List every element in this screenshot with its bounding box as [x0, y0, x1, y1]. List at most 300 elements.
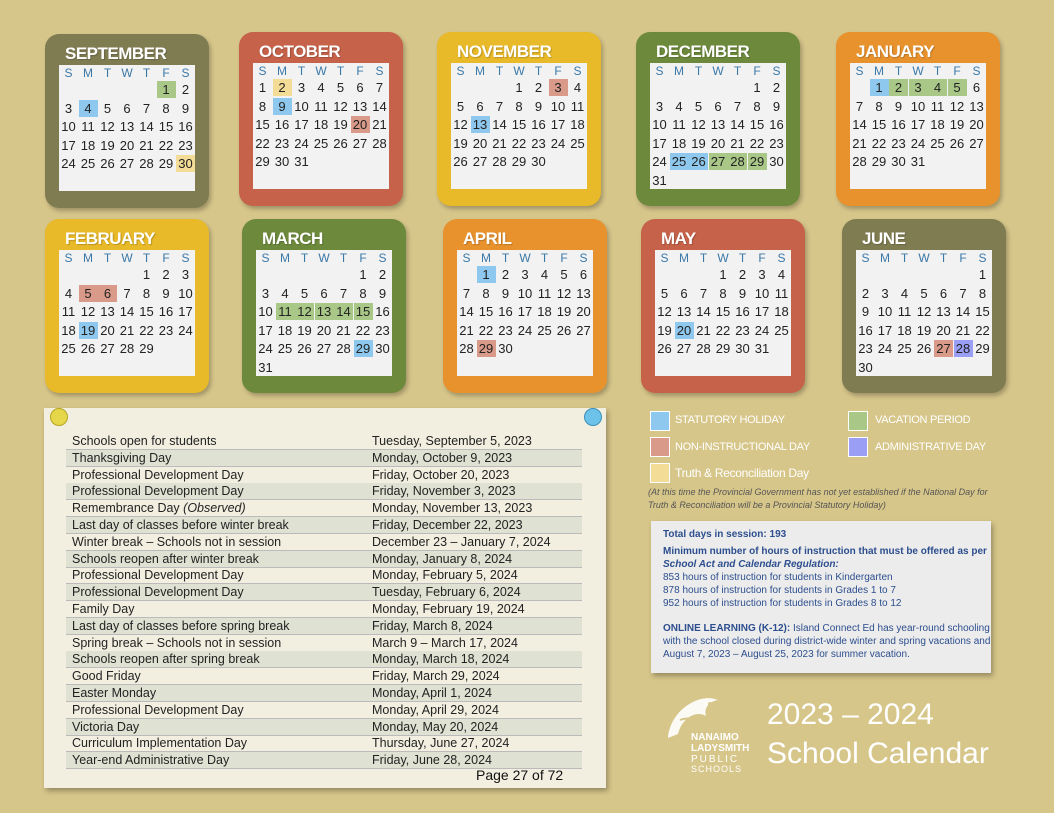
day-cell: 13: [710, 117, 726, 133]
day-cell: 25: [61, 341, 76, 357]
day-cell: 11: [897, 304, 912, 320]
day-cell: 2: [889, 79, 908, 96]
event-name: Professional Development Day: [72, 702, 244, 717]
day-cell: 10: [550, 98, 566, 114]
event-name: Professional Development Day: [72, 568, 244, 583]
grades-8-12-hours: 952 hours of instruction for students in Grades 8 to 12: [663, 598, 902, 609]
event-date: Friday, November 3, 2023: [372, 484, 516, 499]
day-cell: 14: [119, 304, 135, 320]
legend-label-reconciliation: Truth & Reconciliation Day: [675, 466, 809, 480]
day-cell: 8: [875, 98, 883, 114]
day-cell: 9: [181, 100, 190, 116]
day-cell: 22: [975, 322, 990, 338]
day-cell: 1: [258, 80, 267, 95]
day-cell: 7: [855, 98, 864, 114]
event-row: [66, 635, 582, 652]
day-cell: 14: [492, 117, 507, 133]
day-cell: 6: [98, 285, 117, 302]
day-cell: 15: [158, 119, 174, 135]
day-cell: 26: [453, 154, 468, 170]
month-name: OCTOBER: [259, 42, 341, 61]
event-name: Winter break – Schools not in session: [72, 534, 282, 549]
day-cell: 24: [178, 322, 193, 338]
day-cell: 10: [178, 285, 193, 301]
day-cell: 18: [537, 304, 552, 320]
day-cell: 20: [119, 137, 135, 153]
day-cell: 5: [560, 267, 568, 282]
day-cell: 7: [699, 285, 708, 301]
event-date: Friday, March 29, 2024: [372, 669, 500, 684]
day-cell: 8: [515, 98, 523, 114]
event-date: Monday, April 1, 2024: [372, 686, 492, 700]
weekday-header: F: [359, 251, 367, 265]
weekday-header: M: [277, 64, 287, 78]
day-cell: 2: [273, 79, 292, 96]
event-row: [66, 433, 582, 450]
day-cell: 23: [178, 137, 193, 153]
day-cell: 28: [139, 156, 154, 172]
day-cell: 4: [900, 285, 909, 301]
day-cell: 4: [573, 80, 582, 95]
weekday-header: M: [880, 251, 890, 265]
day-cell: 20: [100, 322, 115, 338]
day-cell: 1: [870, 79, 889, 96]
day-cell: 19: [691, 135, 706, 151]
min-hours-line2: School Act and Calendar Regulation:: [663, 559, 839, 570]
weekday-header: T: [540, 251, 549, 265]
day-cell: 24: [61, 156, 76, 172]
day-cell: 5: [79, 285, 98, 302]
day-cell: 16: [769, 117, 784, 133]
weekday-header: T: [534, 64, 543, 78]
day-cell: 23: [531, 135, 546, 151]
day-cell: 6: [123, 100, 131, 116]
day-cell: 1: [359, 267, 367, 282]
day-cell: 8: [719, 285, 727, 301]
day-cell: 8: [142, 285, 151, 301]
day-cell: 13: [576, 285, 591, 301]
day-cell: 31: [258, 360, 273, 375]
day-cell: 4: [64, 285, 73, 301]
day-cell: 21: [696, 322, 711, 338]
legend-swatch-reconciliation: [650, 463, 670, 483]
day-cell: 2: [162, 267, 170, 282]
day-cell: 21: [459, 322, 474, 338]
day-cell: 4: [281, 285, 289, 301]
month-grid: [856, 250, 992, 376]
day-cell: 20: [936, 322, 951, 338]
day-cell: 30: [891, 154, 906, 170]
day-cell: 21: [955, 322, 971, 338]
day-cell: 6: [939, 285, 948, 301]
day-cell: 14: [955, 304, 971, 320]
legend-label-administrative: ADMINISTRATIVE DAY: [875, 441, 986, 453]
day-cell: 19: [916, 322, 932, 338]
day-cell: 12: [949, 98, 965, 114]
day-cell: 30: [858, 360, 873, 375]
weekday-header: S: [456, 64, 465, 78]
day-cell: 16: [498, 304, 513, 320]
day-cell: 20: [710, 135, 726, 151]
day-cell: 29: [871, 154, 887, 170]
month-grid: [457, 250, 593, 376]
day-cell: 2: [738, 267, 747, 282]
weekday-header: F: [356, 64, 364, 78]
day-cell: 25: [80, 156, 96, 172]
legend-label-noninstructional: NON-INSTRUCTIONAL DAY: [675, 441, 810, 453]
day-cell: 22: [355, 322, 371, 338]
weekday-header: S: [375, 64, 384, 78]
day-cell: 4: [540, 267, 549, 282]
month-may: [641, 219, 805, 393]
info-box: [651, 521, 991, 673]
weekday-header: S: [462, 251, 471, 265]
day-cell: 1: [753, 80, 761, 95]
weekday-header: M: [83, 66, 93, 80]
day-cell: 9: [738, 285, 747, 301]
day-cell: 9: [894, 98, 903, 114]
day-cell: 16: [158, 304, 174, 320]
day-cell: 3: [521, 267, 529, 282]
day-cell: 25: [277, 341, 293, 357]
event-row: [66, 450, 582, 467]
day-cell: 19: [949, 117, 965, 133]
weekday-header: M: [83, 251, 93, 265]
day-cell: 16: [178, 119, 193, 135]
day-cell: 18: [930, 117, 945, 133]
day-cell: 29: [975, 341, 990, 357]
min-hours-line1: Minimum number of hours of instruction that must be offered as per: [663, 546, 987, 557]
legend-swatch-statutory: [650, 411, 670, 431]
event-name: Curriculum Implementation Day: [72, 736, 248, 751]
day-cell: 27: [316, 341, 332, 357]
month-name: JANUARY: [856, 42, 935, 61]
day-cell: 17: [61, 137, 76, 153]
day-cell: 23: [858, 341, 873, 357]
weekday-header: M: [874, 64, 884, 78]
day-cell: 17: [910, 117, 926, 133]
day-cell: 7: [959, 285, 967, 301]
weekday-header: F: [953, 64, 961, 78]
day-cell: 5: [103, 100, 112, 116]
event-name: Remembrance Day (Observed): [72, 501, 246, 516]
event-date: Friday, March 8, 2024: [372, 618, 493, 633]
day-cell: 1: [142, 267, 151, 282]
day-cell: 1: [978, 267, 987, 282]
day-cell: 11: [672, 117, 686, 133]
weekday-header: S: [181, 251, 190, 265]
day-cell: 15: [511, 117, 527, 133]
day-cell: 13: [936, 304, 951, 320]
total-days: Total days in session: 193: [663, 529, 787, 540]
day-cell: 2: [181, 82, 190, 97]
day-cell: 25: [897, 341, 912, 357]
day-cell: 2: [378, 267, 387, 282]
weekday-header: T: [142, 251, 151, 265]
day-cell: 4: [928, 79, 947, 96]
day-cell: 11: [314, 98, 328, 114]
day-cell: 30: [769, 154, 784, 170]
weekday-header: S: [579, 251, 588, 265]
day-cell: 19: [100, 137, 115, 153]
weekday-header: S: [772, 64, 781, 78]
weekday-header: W: [513, 64, 525, 78]
logo-line-2: LADYSMITH: [691, 743, 750, 754]
day-cell: 9: [534, 98, 543, 114]
day-cell: 18: [897, 322, 912, 338]
event-row: [66, 618, 582, 635]
weekday-header: F: [758, 251, 766, 265]
weekday-header: W: [121, 66, 133, 80]
day-cell: 17: [652, 135, 667, 151]
day-cell: 13: [676, 304, 692, 320]
event-row: [66, 534, 582, 551]
event-row: [66, 735, 582, 752]
pushpin-icon: [584, 408, 602, 426]
day-cell: 4: [79, 100, 98, 117]
day-cell: 24: [258, 341, 273, 357]
weekday-header: M: [481, 251, 491, 265]
month-december: [636, 32, 800, 206]
day-cell: 2: [861, 285, 870, 301]
day-cell: 30: [176, 155, 195, 172]
day-cell: 13: [100, 304, 115, 320]
day-cell: 20: [472, 135, 488, 151]
weekday-header: W: [519, 251, 531, 265]
day-cell: 11: [61, 304, 76, 320]
weekday-header: S: [378, 251, 387, 265]
weekday-header: T: [495, 64, 504, 78]
weekday-header: F: [162, 251, 170, 265]
day-cell: 28: [852, 154, 867, 170]
day-cell: 16: [375, 304, 390, 320]
day-cell: 8: [162, 100, 170, 116]
kindergarten-hours: 853 hours of instruction for students in Kindergarten: [663, 572, 893, 583]
day-cell: 5: [694, 98, 703, 114]
event-name: Easter Monday: [72, 686, 157, 700]
day-cell: 31: [910, 154, 926, 170]
day-cell: 30: [274, 154, 290, 170]
month-name: SEPTEMBER: [65, 44, 167, 63]
day-cell: 18: [570, 117, 585, 133]
event-name: Professional Development Day: [72, 484, 244, 499]
day-cell: 9: [861, 304, 870, 320]
day-cell: 19: [657, 322, 672, 338]
day-cell: 14: [730, 117, 745, 133]
event-date: Thursday, June 27, 2024: [372, 736, 510, 751]
day-cell: 6: [356, 80, 364, 95]
weekday-header: T: [297, 64, 306, 78]
day-cell: 20: [969, 117, 984, 133]
day-cell: 17: [178, 304, 193, 320]
day-cell: 13: [119, 119, 135, 135]
day-cell: 21: [730, 135, 745, 151]
legend-swatch-noninstructional: [650, 437, 670, 457]
weekday-header: W: [121, 251, 133, 265]
day-cell: 7: [123, 285, 131, 301]
day-cell: 2: [501, 267, 510, 282]
day-cell: 25: [537, 322, 552, 338]
event-row: [66, 517, 582, 534]
day-cell: 14: [372, 98, 387, 114]
event-name: Last day of classes before spring break: [72, 618, 290, 633]
weekday-header: W: [712, 64, 724, 78]
title-text: School Calendar: [767, 737, 989, 770]
day-cell: 28: [954, 340, 973, 357]
legend-swatch-vacation: [848, 411, 868, 431]
weekday-header: S: [261, 251, 270, 265]
day-cell: 28: [119, 341, 135, 357]
day-cell: 3: [297, 80, 306, 95]
online-learning-title: ONLINE LEARNING (K-12):: [663, 623, 791, 634]
month-name: APRIL: [463, 229, 512, 248]
weekday-header: S: [978, 251, 987, 265]
month-october: [239, 32, 403, 206]
day-cell: 22: [871, 135, 887, 151]
day-cell: 9: [273, 98, 292, 115]
event-date: Monday, February 19, 2024: [372, 602, 525, 616]
day-cell: 27: [576, 322, 591, 338]
month-name: DECEMBER: [656, 42, 750, 61]
day-cell: 29: [139, 341, 154, 357]
day-cell: 4: [777, 267, 786, 282]
event-name: Schools reopen after winter break: [72, 551, 259, 566]
weekday-header: F: [753, 64, 761, 78]
day-cell: 24: [652, 154, 667, 170]
month-march: [242, 219, 406, 393]
weekday-header: M: [280, 251, 290, 265]
day-cell: 5: [336, 80, 345, 95]
day-cell: 12: [295, 303, 314, 320]
month-grid: [650, 63, 786, 189]
day-cell: 14: [696, 304, 711, 320]
events-panel: [44, 408, 606, 788]
month-name: MAY: [661, 229, 696, 248]
day-cell: 5: [300, 285, 309, 301]
day-cell: 22: [478, 322, 494, 338]
day-cell: 18: [80, 137, 96, 153]
event-date: Monday, April 29, 2024: [372, 702, 499, 717]
weekday-header: S: [258, 64, 267, 78]
day-cell: 25: [670, 153, 689, 170]
event-row: [66, 601, 582, 618]
event-date: Monday, May 20, 2024: [372, 719, 499, 734]
month-grid: [256, 250, 392, 376]
weekday-header: S: [777, 251, 786, 265]
day-cell: 5: [660, 285, 669, 301]
day-cell: 11: [774, 285, 789, 301]
event-date: Tuesday, September 5, 2023: [372, 434, 532, 448]
weekday-header: T: [939, 251, 948, 265]
day-cell: 19: [79, 322, 98, 339]
day-cell: 27: [969, 135, 984, 151]
event-name: Year-end Administrative Day: [72, 753, 230, 768]
event-row: [66, 500, 582, 517]
day-cell: 28: [728, 153, 747, 170]
day-cell: 3: [261, 285, 270, 301]
day-cell: 10: [910, 98, 926, 114]
day-cell: 28: [336, 341, 351, 357]
day-cell: 15: [478, 304, 494, 320]
day-cell: 15: [975, 304, 990, 320]
day-cell: 3: [181, 267, 190, 282]
event-date: Friday, October 20, 2023: [372, 467, 510, 482]
weekday-header: T: [336, 64, 345, 78]
day-cell: 6: [579, 267, 588, 282]
day-cell: 21: [852, 135, 867, 151]
event-row: [66, 685, 582, 702]
day-cell: 16: [735, 304, 750, 320]
day-cell: 30: [498, 341, 513, 357]
day-cell: 10: [652, 117, 667, 133]
month-grid: [253, 63, 389, 189]
day-cell: 29: [354, 340, 373, 357]
day-cell: 21: [119, 322, 135, 338]
weekday-header: T: [142, 66, 151, 80]
day-cell: 15: [871, 117, 887, 133]
day-cell: 19: [333, 117, 348, 133]
day-cell: 19: [556, 304, 572, 320]
day-cell: 23: [375, 322, 390, 338]
day-cell: 22: [255, 135, 270, 151]
day-cell: 4: [675, 98, 683, 114]
legend-swatch-administrative: [848, 437, 868, 457]
day-cell: 13: [471, 116, 490, 133]
event-date: Monday, February 5, 2024: [372, 568, 518, 583]
day-cell: 4: [317, 80, 325, 95]
day-cell: 8: [753, 98, 761, 114]
day-cell: 24: [877, 341, 893, 357]
weekday-header: T: [699, 251, 708, 265]
event-name: Spring break – Schools not in session: [72, 635, 282, 650]
day-cell: 1: [157, 81, 176, 98]
day-cell: 7: [495, 98, 504, 114]
day-cell: 12: [657, 304, 672, 320]
weekday-header: M: [475, 64, 485, 78]
page-footer: Page 27 of 72: [476, 767, 564, 783]
day-cell: 17: [877, 322, 893, 338]
day-cell: 29: [715, 341, 731, 357]
event-row: [66, 668, 582, 685]
day-cell: 24: [517, 322, 533, 338]
day-cell: 27: [934, 340, 953, 357]
month-june: [842, 219, 1006, 393]
day-cell: 5: [456, 98, 465, 114]
day-cell: 26: [949, 135, 965, 151]
day-cell: 22: [158, 137, 174, 153]
weekday-header: S: [861, 251, 870, 265]
weekday-header: S: [655, 64, 664, 78]
day-cell: 1: [515, 80, 523, 95]
day-cell: 15: [749, 117, 765, 133]
day-cell: 25: [313, 135, 329, 151]
month-september: [45, 34, 209, 208]
day-cell: 5: [948, 79, 967, 96]
day-cell: 10: [258, 304, 273, 320]
day-cell: 3: [64, 100, 73, 116]
event-name: Schools reopen after spring break: [72, 652, 260, 667]
day-cell: 12: [333, 98, 348, 114]
day-cell: 29: [255, 154, 270, 170]
event-row: [66, 567, 582, 584]
day-cell: 5: [920, 285, 928, 301]
day-cell: 24: [294, 135, 309, 151]
day-cell: 23: [891, 135, 906, 151]
weekday-header: M: [679, 251, 689, 265]
day-cell: 12: [100, 119, 115, 135]
event-note: (Observed): [183, 501, 246, 516]
day-cell: 29: [748, 153, 767, 170]
